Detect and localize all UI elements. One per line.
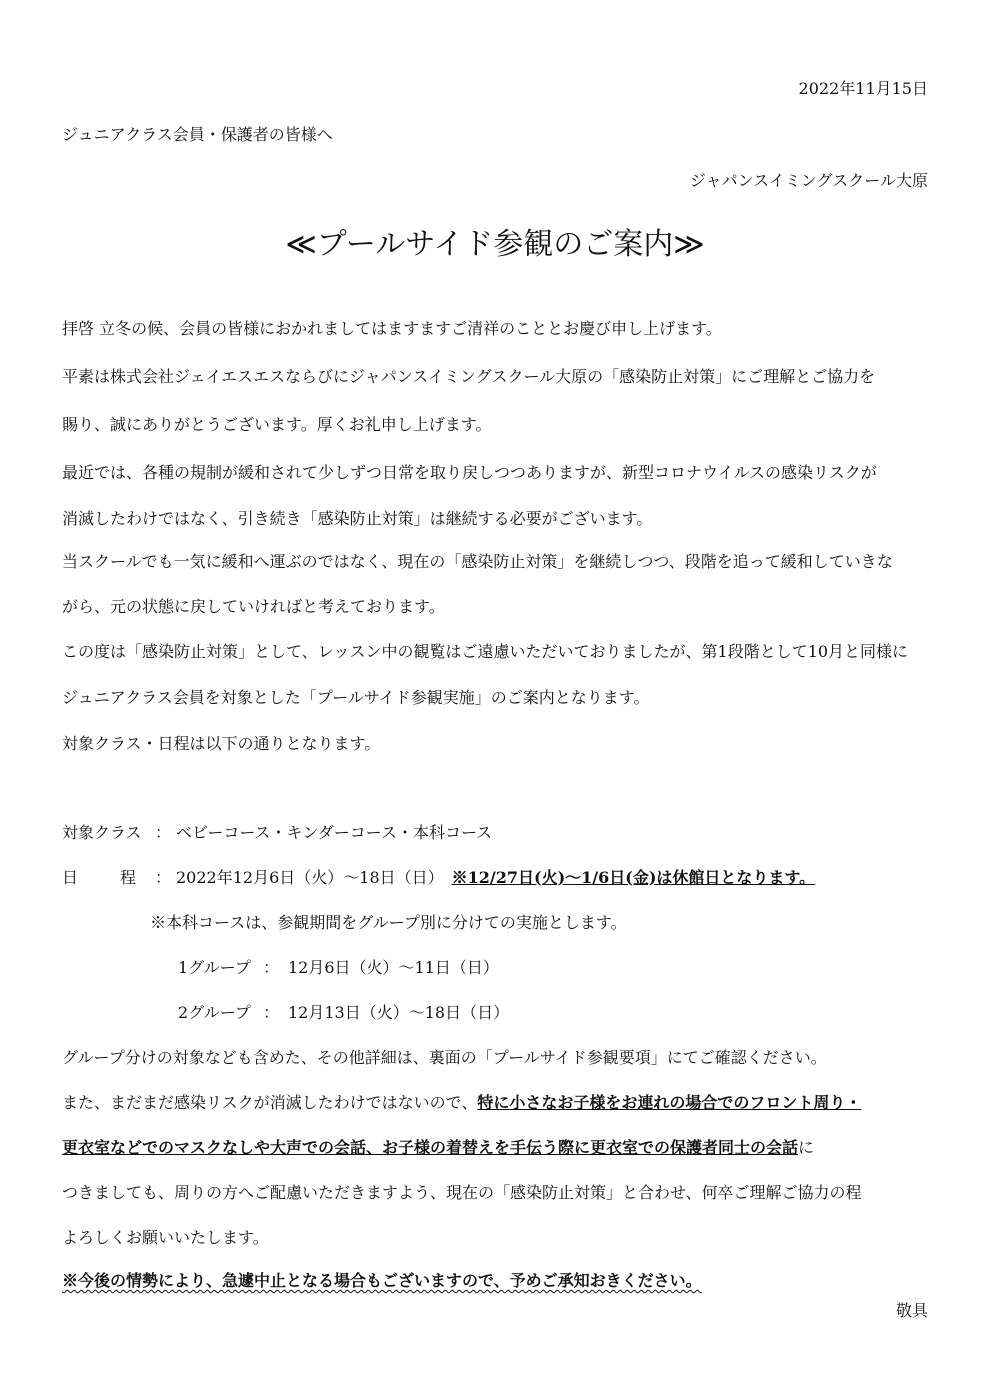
separator: ： xyxy=(262,958,279,977)
recipient: ジュニアクラス会員・保護者の皆様へ xyxy=(62,125,333,144)
schedule-label-1: 日 xyxy=(62,868,79,887)
sign-off: 敬具 xyxy=(895,1301,928,1320)
target-class-label: 対象クラス xyxy=(62,823,142,842)
group-row xyxy=(178,957,499,979)
cancellation-notice: ※今後の情勢により、急遽中止となる場合もございますので、予めご承知おきください。 xyxy=(62,1271,702,1290)
paragraph-line: よろしくお願いいたします。 xyxy=(62,1228,269,1247)
paragraph-line: この度は「感染防止対策」として、レッスン中の観覧はご遠慮いただいておりましたが、第1段階として10月と同様に xyxy=(62,642,909,661)
group-name: 2グループ xyxy=(178,1003,251,1022)
document-date: 2022年11月15日 xyxy=(798,79,928,98)
schedule-value: 2022年12月6日（火）～18日（日） xyxy=(176,868,444,887)
emphasis-text: 特に小さなお子様をお連れの場合でのフロント周り・ xyxy=(477,1093,862,1112)
group-name: 1グループ xyxy=(178,958,251,977)
greeting-paragraph: 拝啓 立冬の候、会員の皆様におかれましてはますますご清祥のこととお慶び申し上げます。 xyxy=(62,319,722,338)
plain-text: に xyxy=(798,1138,815,1157)
paragraph-line: 対象クラス・日程は以下の通りとなります。 xyxy=(62,734,381,753)
group-dates: 12月6日（火）～11日（日） xyxy=(288,958,499,977)
sender: ジャパンスイミングスクール大原 xyxy=(689,171,928,190)
separator: ： xyxy=(154,868,171,887)
paragraph-line: 賜り、誠にありがとうございます。厚くお礼申し上げます。 xyxy=(62,415,492,434)
separator: ： xyxy=(262,1003,279,1022)
emphasis-text: 更衣室などでのマスクなしや大声での会話、お子様の着替えを手伝う際に更衣室での保護者同士の会話 xyxy=(62,1138,799,1157)
paragraph-line: 平素は株式会社ジェイエスエスならびにジャパンスイミングスクール大原の「感染防止対策」にご理解とご協力を xyxy=(62,367,876,386)
paragraph-line: ジュニアクラス会員を対象とした「プールサイド参観実施」のご案内となります。 xyxy=(62,688,650,707)
group-row xyxy=(178,1002,509,1024)
paragraph-line: 最近では、各種の規制が緩和されて少しずつ日常を取り戻しつつありますが、新型コロナウイルスの感染リスクが xyxy=(62,463,877,482)
paragraph-line: 当スクールでも一気に緩和へ運ぶのではなく、現在の「感染防止対策」を継続しつつ、段階を追って緩和していきな xyxy=(62,552,893,571)
closed-days-note: ※12/27日(火)～1/6日(金)は休館日となります。 xyxy=(451,868,816,887)
target-class-value: ベビーコース・キンダーコース・本科コース xyxy=(176,823,493,842)
paragraph-line: つきましても、周りの方へご配慮いただきますよう、現在の「感染防止対策」と合わせ、何卒ご理解ご協力の程 xyxy=(62,1183,862,1202)
page-title: ≪プールサイド参観のご案内≫ xyxy=(285,227,705,262)
group-dates: 12月13日（火）～18日（日） xyxy=(288,1003,510,1022)
plain-text: また、まだまだ感染リスクが消滅したわけではないので、 xyxy=(62,1093,478,1112)
schedule-label-2: 程 xyxy=(120,868,137,887)
separator: ： xyxy=(154,823,171,842)
paragraph-line xyxy=(62,1092,861,1114)
paragraph-line: 消滅したわけではなく、引き続き「感染防止対策」は継続する必要がございます。 xyxy=(62,509,653,528)
target-class-row xyxy=(62,822,492,844)
paragraph-line xyxy=(62,1137,814,1159)
paragraph-line: グループ分けの対象なども含めた、その他詳細は、裏面の「プールサイド参観要項」にてご確認ください。 xyxy=(62,1048,827,1067)
schedule-row xyxy=(62,867,815,889)
honka-group-note: ※本科コースは、参観期間をグループ別に分けての実施とします。 xyxy=(150,913,627,932)
paragraph-line: がら、元の状態に戻していければと考えております。 xyxy=(62,597,445,616)
